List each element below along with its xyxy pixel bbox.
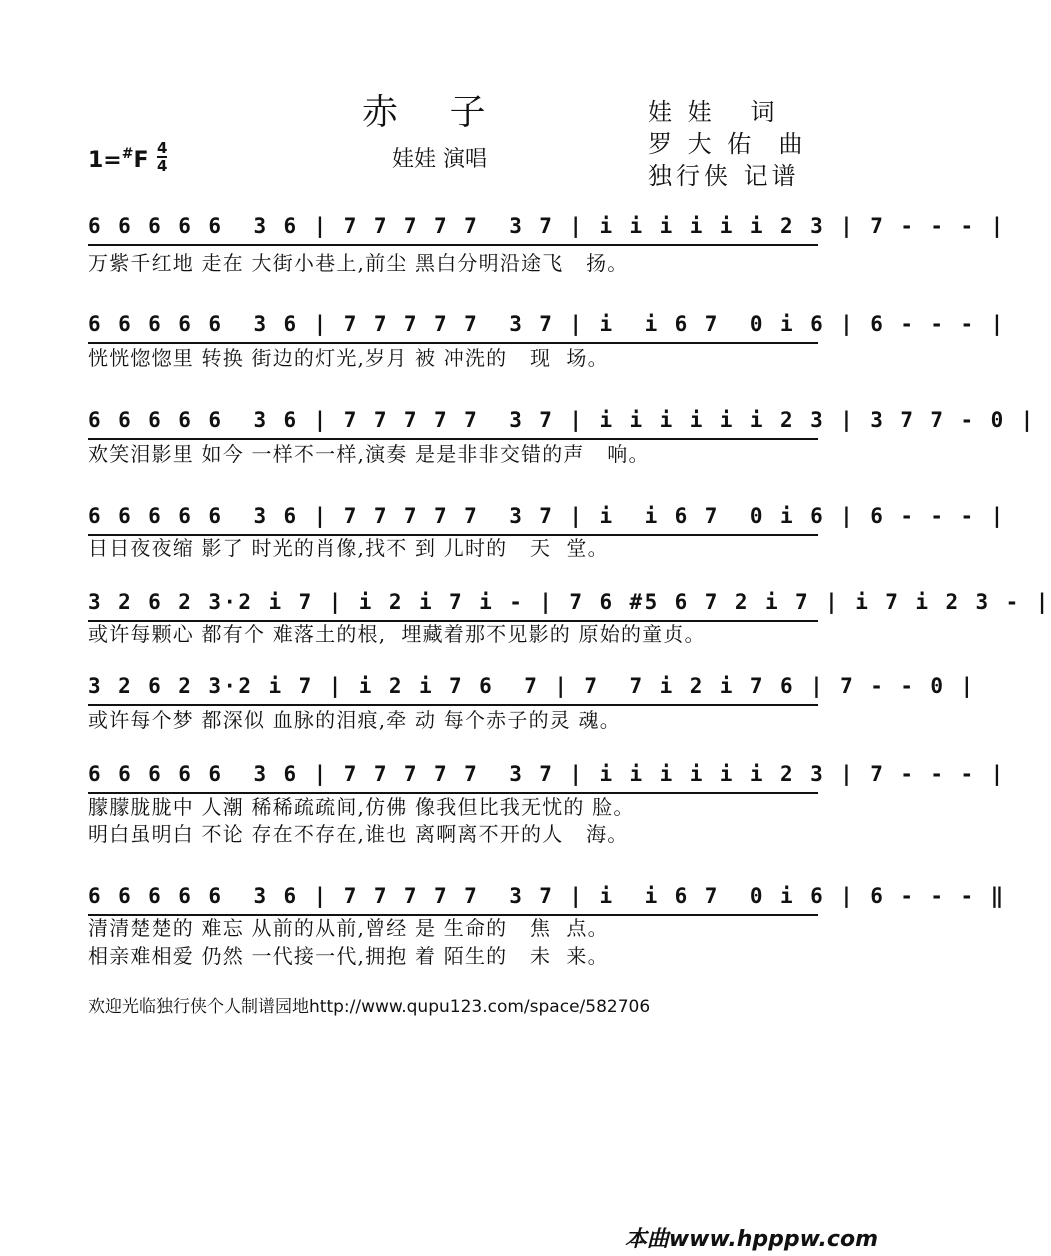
key-note: F <box>133 148 149 173</box>
notation-row-2: 6 6 6 6 6 3 6 | 7 7 7 7 7 3 7 | i i 6 7 0 i 6 | 6 - - - | <box>88 306 818 344</box>
notation-row-4: 6 6 6 6 6 3 6 | 7 7 7 7 7 3 7 | i i 6 7 0 i 6 | 6 - - - | <box>88 498 818 536</box>
composer-credit: 罗 大 佑 曲 <box>648 130 807 158</box>
key-signature <box>88 148 149 173</box>
lyric-line-7a: 朦朦胧胧中 人潮 稀稀疏疏间,仿佛 像我但比我无忧的 脸。 <box>88 795 635 819</box>
lyric-line-4: 日日夜夜缩 影了 时光的肖像,找不 到 儿时的 天 堂。 <box>88 536 609 560</box>
time-signature <box>157 140 167 174</box>
watermark: 本曲www.hpppw.com <box>624 1227 878 1252</box>
time-denominator: 4 <box>157 157 168 175</box>
song-title: 赤 子 <box>362 92 506 133</box>
lyricist-credit: 娃 娃 词 <box>648 98 779 126</box>
lyric-line-8b: 相亲难相爱 仍然 一代接一代,拥抱 着 陌生的 未 来。 <box>88 944 609 968</box>
footer-link-text: 欢迎光临独行侠个人制谱园地http://www.qupu123.com/space/582706 <box>88 997 651 1017</box>
singer-credit: 娃娃 演唱 <box>392 147 487 172</box>
lyric-line-1: 万紫千红地 走在 大街小巷上,前尘 黑白分明沿途飞 扬。 <box>88 251 629 275</box>
sharp-sign: # <box>121 146 134 162</box>
time-numerator: 4 <box>157 139 168 157</box>
notation-row-3: 6 6 6 6 6 3 6 | 7 7 7 7 7 3 7 | i i i i i i 2 3 | 3 7 7 - 0 | <box>88 402 818 440</box>
key-prefix: 1= <box>88 148 122 173</box>
notation-row-7: 6 6 6 6 6 3 6 | 7 7 7 7 7 3 7 | i i i i i i 2 3 | 7 - - - | <box>88 756 818 794</box>
lyric-line-2: 恍恍惚惚里 转换 街边的灯光,岁月 被 冲洗的 现 场。 <box>88 346 609 370</box>
notation-row-1: 6 6 6 6 6 3 6 | 7 7 7 7 7 3 7 | i i i i i i 2 3 | 7 - - - | <box>88 208 818 246</box>
lyric-line-7b: 明白虽明白 不论 存在不存在,谁也 离啊离不开的人 海。 <box>88 822 629 846</box>
lyric-line-6: 或许每个梦 都深似 血脉的泪痕,牵 动 每个赤子的灵 魂。 <box>88 708 621 732</box>
notation-row-8: 6 6 6 6 6 3 6 | 7 7 7 7 7 3 7 | i i 6 7 0 i 6 | 6 - - - ‖ <box>88 878 818 916</box>
lyric-line-8a: 清清楚楚的 难忘 从前的从前,曾经 是 生命的 焦 点。 <box>88 916 609 940</box>
notation-row-6: 3 2 6 2 3·2 i 7 | i 2 i 7 6 7 | 7 7 i 2 i 7 6 | 7 - - 0 | <box>88 668 818 706</box>
lyric-line-3: 欢笑泪影里 如今 一样不一样,演奏 是是非非交错的声 响。 <box>88 442 650 466</box>
lyric-line-5: 或许每颗心 都有个 难落土的根, 埋藏着那不见影的 原始的童贞。 <box>88 622 706 646</box>
transcriber-credit: 独行侠 记谱 <box>648 162 800 190</box>
notation-row-5: 3 2 6 2 3·2 i 7 | i 2 i 7 i - | 7 6 #5 6 7 2 i 7 | i 7 i 2 3 - | <box>88 584 818 622</box>
